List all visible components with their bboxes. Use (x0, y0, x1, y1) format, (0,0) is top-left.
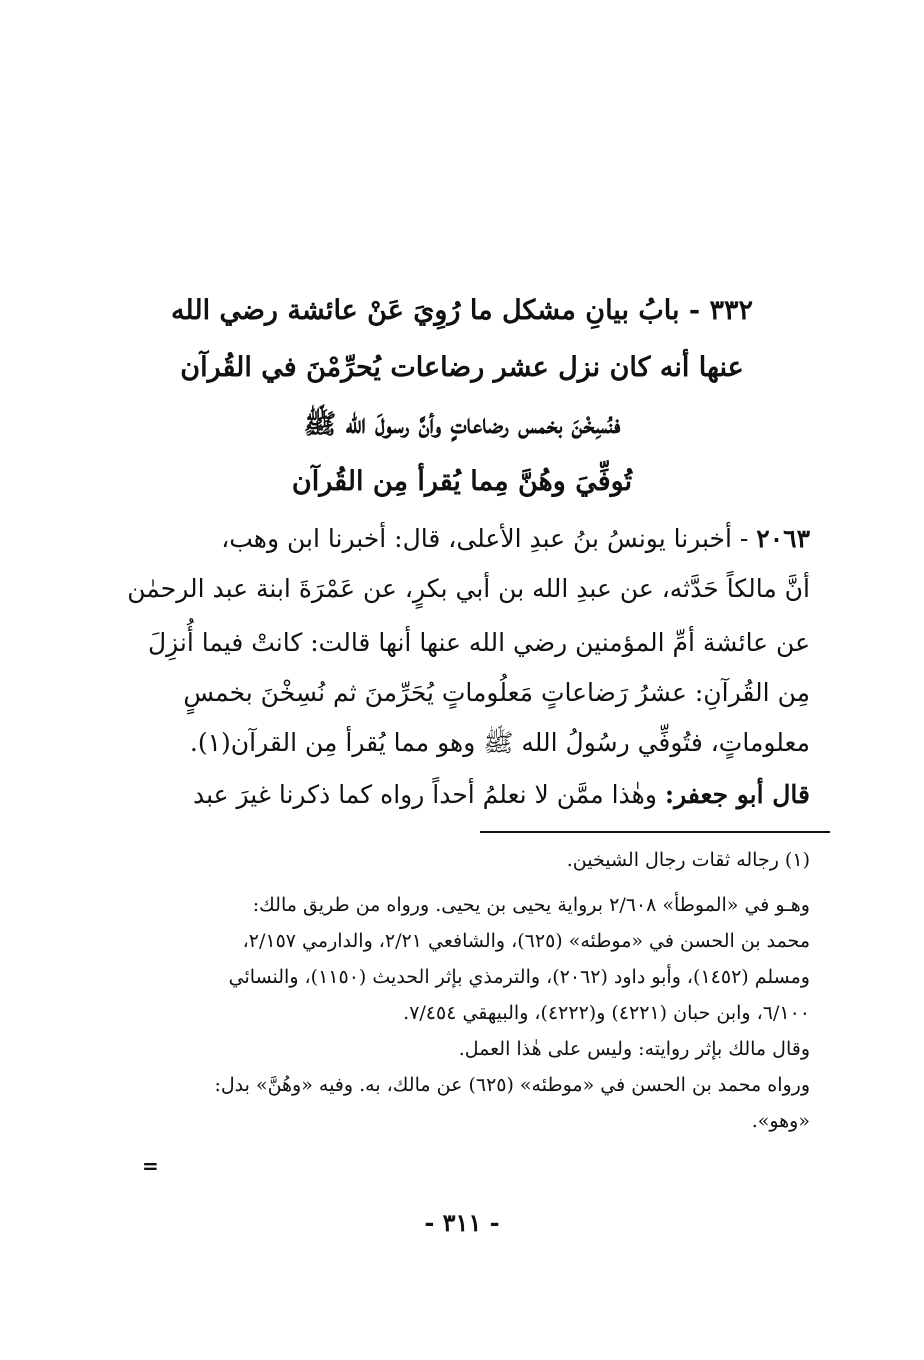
hadith-line: أنَّ مالكاً حَدَّثه، عن عبدِ الله بن أبي بكرٍ، عن عَمْرَةَ ابنة عبد الرحمٰن (127, 574, 810, 603)
footnote-separator (480, 831, 830, 833)
commentary-speaker: قال أبو جعفر: (664, 780, 810, 809)
matn-line: معلوماتٍ، فتُوفِّي رسُولُ الله ﷺ وهو مما يُقرأ مِن القرآن(١). (189, 728, 810, 757)
footnote-continuation-mark: = (142, 1154, 159, 1178)
hadith-matn (120, 618, 810, 768)
footnote-gap (120, 878, 810, 887)
page-number: - ٣١١ - (424, 1208, 500, 1237)
footnote-line: وقال مالك بإثر روايته: وليس على هٰذا العمل. (458, 1038, 810, 1060)
chapter-heading (150, 282, 774, 510)
footnote-line: ٦/١٠٠، وابن حبان (٤٢٢١) و(٤٢٢٢)، والبيهقي ٧/٤٥٤. (403, 1002, 810, 1024)
footnote-line: محمد بن الحسن في «موطئه» (٦٢٥)، والشافعي ٢/٢١، والدارمي ٢/١٥٧، (242, 930, 810, 952)
footnote-line: «وهو». (751, 1110, 810, 1132)
chapter-heading-line: فنُسِخْنَ بخمس رضاعاتٍ وأنَّ رسولَ الله ﷺ (303, 409, 621, 440)
commentary-line (120, 770, 810, 820)
footnote-line: (١) رجاله ثقات رجال الشيخين. (566, 849, 810, 871)
footnote-line: وهـو في «الموطأ» ٢/٦٠٨ برواية يحيى بن يحيى. ورواه من طريق مالك: (252, 894, 810, 916)
chapter-heading-line: عنها أنه كان نزل عشر رضاعات يُحرِّمْنَ في القُرآن (180, 352, 744, 383)
hadith-line (120, 514, 810, 564)
hadith-paragraph (120, 514, 810, 614)
matn-line: عن عائشة أمِّ المؤمنين رضي الله عنها أنها قالت: كانتْ فيما أُنزِلَ (147, 628, 810, 657)
hadith-number: ٢٠٦٣ (756, 524, 810, 553)
commentary-paragraph (120, 770, 810, 820)
chapter-heading-line: ٣٣٢ - بابُ بيانِ مشكل ما رُوِيَ عَنْ عائشة رضي الله (170, 295, 754, 326)
footnote-line: ومسلم (١٤٥٢)، وأبو داود (٢٠٦٢)، والترمذي بإثر الحديث (١١٥٠)، والنسائي (228, 966, 810, 988)
footnotes (120, 842, 810, 1139)
commentary-text: وهٰذا ممَّن لا نعلمُ أحداً رواه كما ذكرنا غيرَ عبد (192, 780, 665, 809)
matn-line: مِن القُرآنِ: عشرُ رَضاعاتٍ مَعلُوماتٍ يُحَرِّمنَ ثم نُسِخْنَ بخمسٍ (183, 678, 810, 707)
footnote-line: ورواه محمد بن الحسن في «موطئه» (٦٢٥) عن مالك، به. وفيه «وهُنَّ» بدل: (214, 1074, 810, 1096)
chapter-heading-line: تُوفِّيَ وهُنَّ مِما يُقرأ مِن القُرآن (291, 466, 633, 497)
hadith-text: - أخبرنا يونسُ بنُ عبدِ الأعلى، قال: أخبرنا ابن وهب، (221, 524, 757, 553)
